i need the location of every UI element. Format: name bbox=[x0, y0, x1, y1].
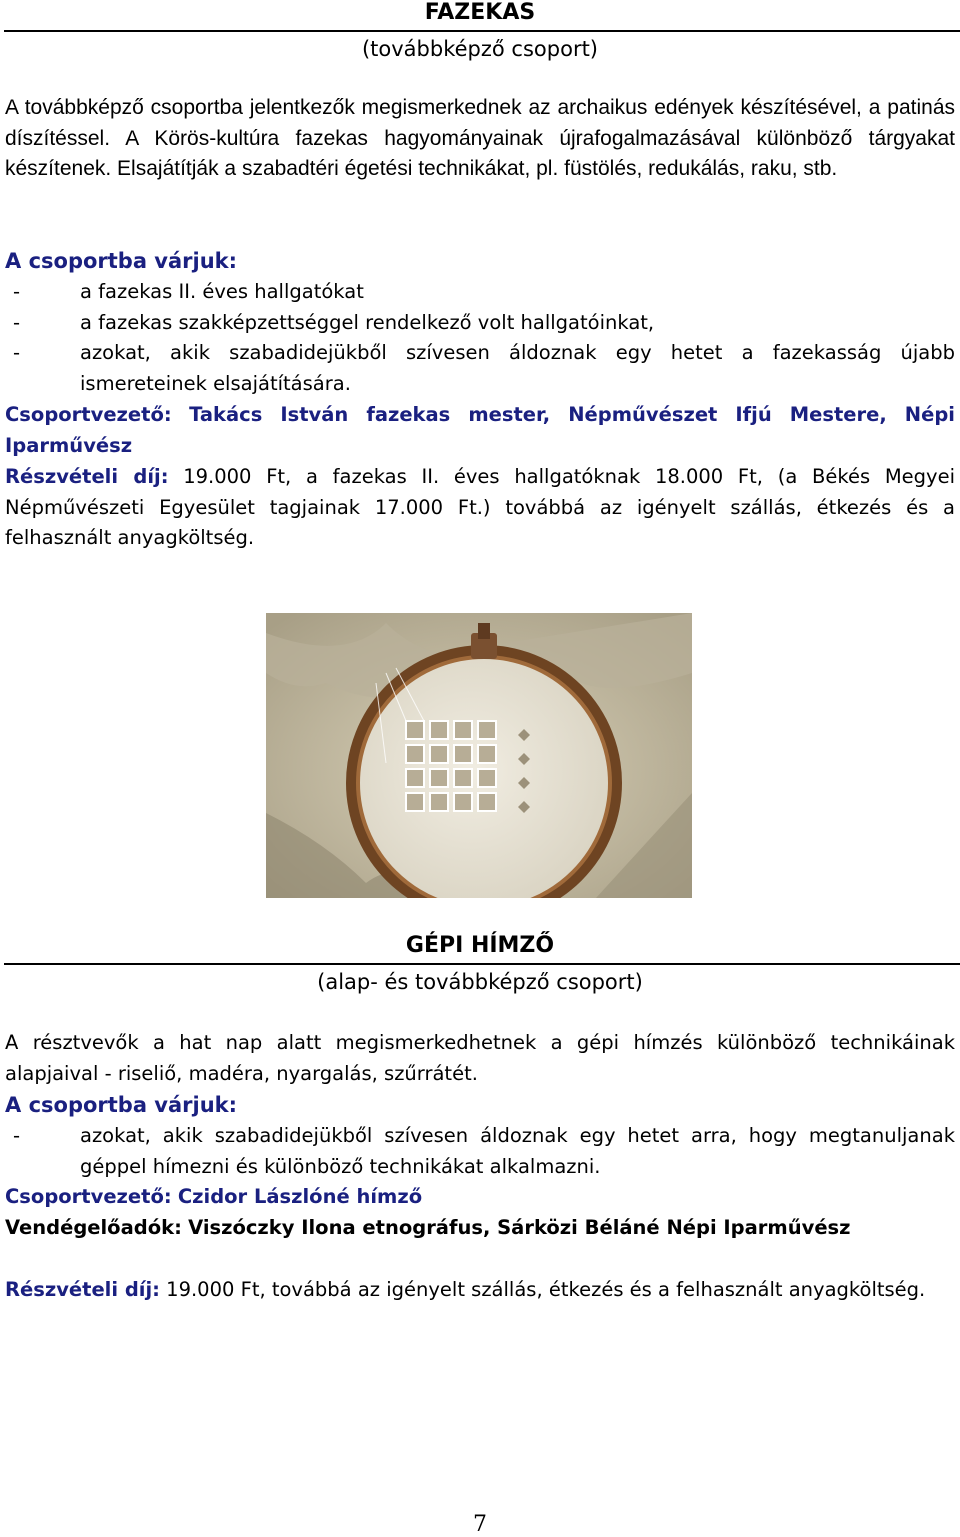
list-item bbox=[5, 1121, 955, 1182]
dash-bullet: - bbox=[13, 1124, 21, 1147]
waiting-label bbox=[5, 1090, 955, 1121]
list-item bbox=[5, 277, 955, 308]
embroidery-hoop-photo bbox=[266, 613, 692, 898]
waiting-label-text: A csoportba várjuk: bbox=[5, 1093, 238, 1117]
waiting-list bbox=[5, 1121, 955, 1182]
intro-paragraph: A továbbképző csoportba jelentkezők megismerkednek az archaikus edények készítésével, a patinás díszítéssel. A Körös-kultúra fazekas hagyományainak újrafogalmazásával különböző tárgyakat készítenek. Elsajátítják a szabadtéri égetési technikákat, pl. füstölés, redukálás, raku, stb. bbox=[5, 96, 955, 181]
section-title-fazekas: FAZEKAS bbox=[424, 0, 536, 25]
leader-label: Csoportvezető: bbox=[5, 403, 172, 426]
list-item-text: a fazekas szakképzettséggel rendelkező volt hallgatóinkat, bbox=[80, 310, 655, 334]
fee-line bbox=[5, 1275, 955, 1306]
title-divider bbox=[4, 30, 960, 32]
leader-line bbox=[5, 400, 955, 461]
guests-value: Viszóczky Ilona etnográfus, Sárközi Béláné Népi Iparművész bbox=[188, 1216, 851, 1239]
fee-label: Részvételi díj: bbox=[5, 1278, 160, 1301]
waiting-label-text: A csoportba várjuk: bbox=[5, 249, 238, 273]
list-item-text: azokat, akik szabadidejükből szívesen áldoznak egy hetet arra, hogy megtanuljanak géppel hímezni és különböző technikákat alkalmazni. bbox=[80, 1124, 955, 1178]
leader-value: Czidor Lászlóné hímző bbox=[177, 1185, 423, 1208]
guests-label: Vendégelőadók: bbox=[5, 1216, 182, 1239]
waiting-label bbox=[5, 246, 955, 277]
leader-line bbox=[5, 1182, 955, 1213]
leader-value: Takács István fazekas mester, Népművészet Ifjú Mestere, Népi Iparművész bbox=[5, 403, 955, 457]
list-item-text: azokat, akik szabadidejükből szívesen áldoznak egy hetet a fazekasság újabb ismereteinek elsajátítására. bbox=[80, 341, 955, 395]
intro-paragraph: A résztvevők a hat nap alatt megismerkedhetnek a gépi hímzés különböző technikáinak alapjaival - riseliő, madéra, nyargalás, szűrrátét. bbox=[5, 1031, 955, 1085]
list-item bbox=[5, 308, 955, 339]
waiting-list bbox=[5, 277, 955, 399]
fee-value: 19.000 Ft, továbbá az igényelt szállás, étkezés és a felhasznált anyagköltség. bbox=[166, 1278, 926, 1301]
list-item bbox=[5, 338, 955, 399]
dash-bullet: - bbox=[13, 310, 21, 334]
dash-bullet: - bbox=[13, 280, 21, 303]
guests-line bbox=[5, 1213, 955, 1244]
page-number: 7 bbox=[473, 1512, 487, 1537]
section-subtitle: (alap- és továbbképző csoport) bbox=[317, 970, 643, 994]
list-item-text: a fazekas II. éves hallgatókat bbox=[80, 280, 364, 303]
title-divider bbox=[4, 963, 960, 965]
section-title-gepi-himzo: GÉPI HÍMZŐ bbox=[405, 933, 555, 958]
fee-label: Részvételi díj: bbox=[5, 465, 169, 488]
leader-label: Csoportvezető: bbox=[5, 1185, 172, 1208]
dash-bullet: - bbox=[13, 341, 21, 365]
fee-line bbox=[5, 462, 955, 554]
fee-value: 19.000 Ft, a fazekas II. éves hallgatóknak 18.000 Ft, (a Békés Megyei Népművészeti Egyesület tagjainak 17.000 Ft.) továbbá az igényelt szállás, étkezés és a felhasznált anyagköltség. bbox=[5, 465, 956, 550]
section-subtitle: (továbbképző csoport) bbox=[361, 37, 598, 61]
